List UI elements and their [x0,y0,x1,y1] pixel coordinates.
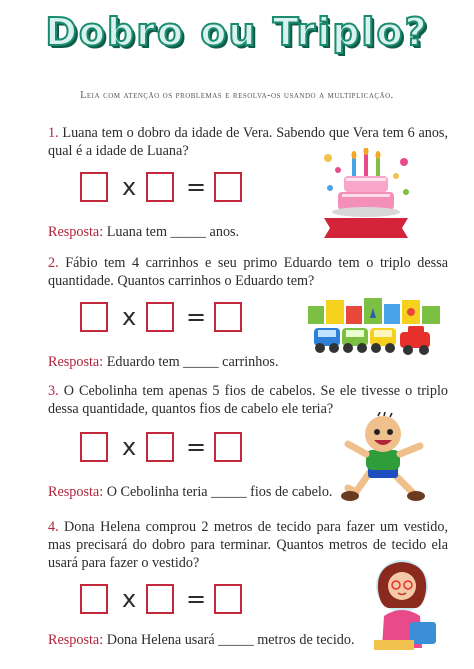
page-title-banner [28,8,446,66]
birthday-cake-image [318,148,414,244]
toy-car-icon [314,326,430,355]
problem-2-equation [80,302,280,338]
equals-sign: = [186,585,207,613]
answer-text: Luana tem _____ anos. [106,224,240,240]
answer-label: Resposta: [48,224,104,240]
cartoon-boy-image [340,412,430,508]
factor-box[interactable] [80,432,108,462]
answer-text: Dona Helena usará _____ metros de tecido. [106,632,355,648]
boy-figure-icon [341,412,425,501]
factor-box[interactable] [146,432,174,462]
equals-sign: = [186,433,207,461]
problem-number: 4. [48,519,59,535]
problem-3-equation [80,432,280,468]
result-box[interactable] [214,172,242,202]
factor-box[interactable] [146,584,174,614]
factor-box[interactable] [146,302,174,332]
ribbon-icon [324,218,408,238]
toy-cars-image [304,292,444,362]
problem-number: 2. [48,255,59,271]
answer-label: Resposta: [48,632,104,648]
seamstress-image [364,556,440,656]
result-box[interactable] [214,584,242,614]
instructions: Leia com atenção os problemas e resolva-os usando a multiplicação. [80,90,394,101]
problem-3-answer [48,484,332,501]
equals-sign: = [186,303,207,331]
result-box[interactable] [214,302,242,332]
times-sign: x [122,303,137,331]
candles-icon [352,148,381,176]
factor-box[interactable] [146,172,174,202]
answer-label: Resposta: [48,484,104,500]
factor-box[interactable] [80,172,108,202]
problem-text: Fábio tem 4 carrinhos e seu primo Eduardo tem o triplo dessa quantidade. Quantos carrinhos o Eduardo tem? [48,255,448,289]
answer-text: Eduardo tem _____ carrinhos. [106,354,279,370]
problem-text: Dona Helena comprou 2 metros de tecido para fazer um vestido, mas precisará do dobro para terminar. Quantos metros de tecido ela usará para fazer o vestido? [48,519,449,571]
seamstress-icon [374,560,436,650]
problem-2-answer [48,354,279,371]
factor-box[interactable] [80,584,108,614]
problem-text: Luana tem o dobro da idade de Vera. Sabendo que Vera tem 6 anos, qual é a idade de Luana? [48,125,449,159]
problem-4-answer [48,632,355,649]
times-sign: x [122,433,137,461]
page-title: Dobro ou Triplo? [45,10,429,54]
problem-1-equation [80,172,280,208]
answer-text: O Cebolinha teria _____ fios de cabelo. [106,484,333,500]
answer-label: Resposta: [48,354,104,370]
toy-blocks-icon [308,298,440,324]
cake-icon [332,176,400,217]
problem-text: O Cebolinha tem apenas 5 fios de cabelos. Se ele tivesse o triplo dessa quantidade, quantos fios de cabelo ele teria? [48,383,448,417]
times-sign: x [122,585,137,613]
problem-1-answer [48,224,239,241]
times-sign: x [122,173,137,201]
problem-2-question [48,254,448,290]
problem-4-equation [80,584,280,620]
factor-box[interactable] [80,302,108,332]
problem-number: 3. [48,383,59,399]
result-box[interactable] [214,432,242,462]
problem-number: 1. [48,125,59,141]
equals-sign: = [186,173,207,201]
